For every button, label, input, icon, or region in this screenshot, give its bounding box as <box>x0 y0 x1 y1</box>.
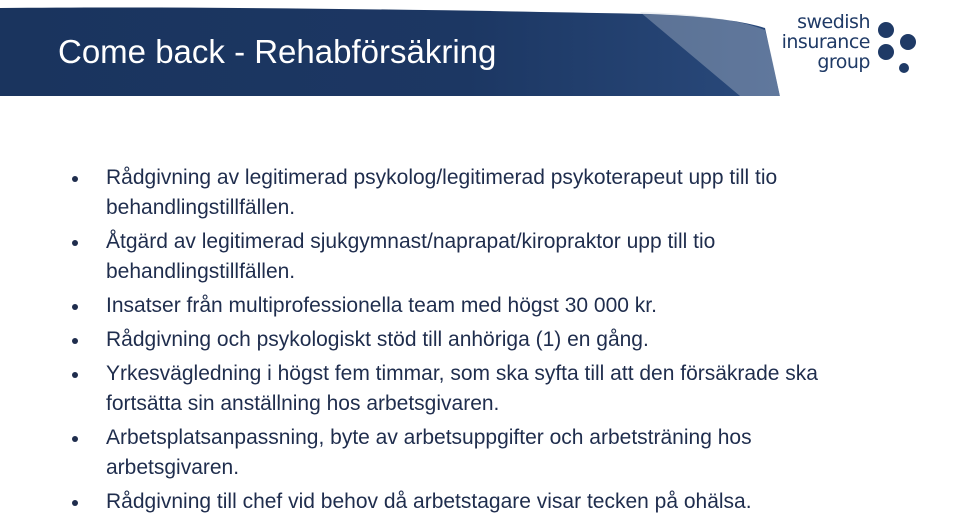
bullet-dot-icon <box>72 338 78 344</box>
bullet-item <box>70 163 890 223</box>
bullet-dot-icon <box>72 436 78 442</box>
bullet-text: Rådgivning till chef vid behov då arbetstagare visar tecken på ohälsa. <box>106 490 752 513</box>
bullet-dot-icon <box>72 372 78 378</box>
logo-wordmark <box>766 12 870 72</box>
bullet-text: Rådgivning och psykologiskt stöd till anhöriga (1) en gång. <box>106 328 649 351</box>
bullet-text: Rådgivning av legitimerad psykolog/legitimerad psykoterapeut upp till tio behandlingstillfällen. <box>106 166 778 219</box>
bullet-item <box>70 291 890 321</box>
bullet-item <box>70 227 890 287</box>
bullet-item <box>70 423 890 483</box>
bullet-list <box>70 163 890 521</box>
logo-dots-icon <box>874 16 922 76</box>
logo-line-group: group <box>817 51 870 73</box>
bullet-dot-icon <box>72 176 78 182</box>
bullet-dot-icon <box>72 304 78 310</box>
bullet-item <box>70 487 890 517</box>
bullet-text: Yrkesvägledning i högst fem timmar, som ska syfta till att den försäkrade ska fortsätta sin anställning hos arbetsgivaren. <box>106 362 818 415</box>
bullet-item <box>70 325 890 355</box>
bullet-text: Arbetsplatsanpassning, byte av arbetsuppgifter och arbetsträning hos arbetsgivaren. <box>106 426 752 479</box>
logo-line-insurance: insurance <box>781 31 870 53</box>
logo-line-swedish: swedish <box>797 11 870 33</box>
bullet-text: Åtgärd av legitimerad sjukgymnast/naprapat/kiropraktor upp till tio behandlingstillfällen. <box>106 230 716 283</box>
bullet-dot-icon <box>72 500 78 506</box>
bullet-dot-icon <box>72 240 78 246</box>
bullet-item <box>70 359 890 419</box>
slide-title: Come back - Rehabförsäkring <box>58 33 497 70</box>
swedish-insurance-group-logo <box>766 12 926 82</box>
bullet-text: Insatser från multiprofessionella team med högst 30 000 kr. <box>106 294 657 317</box>
